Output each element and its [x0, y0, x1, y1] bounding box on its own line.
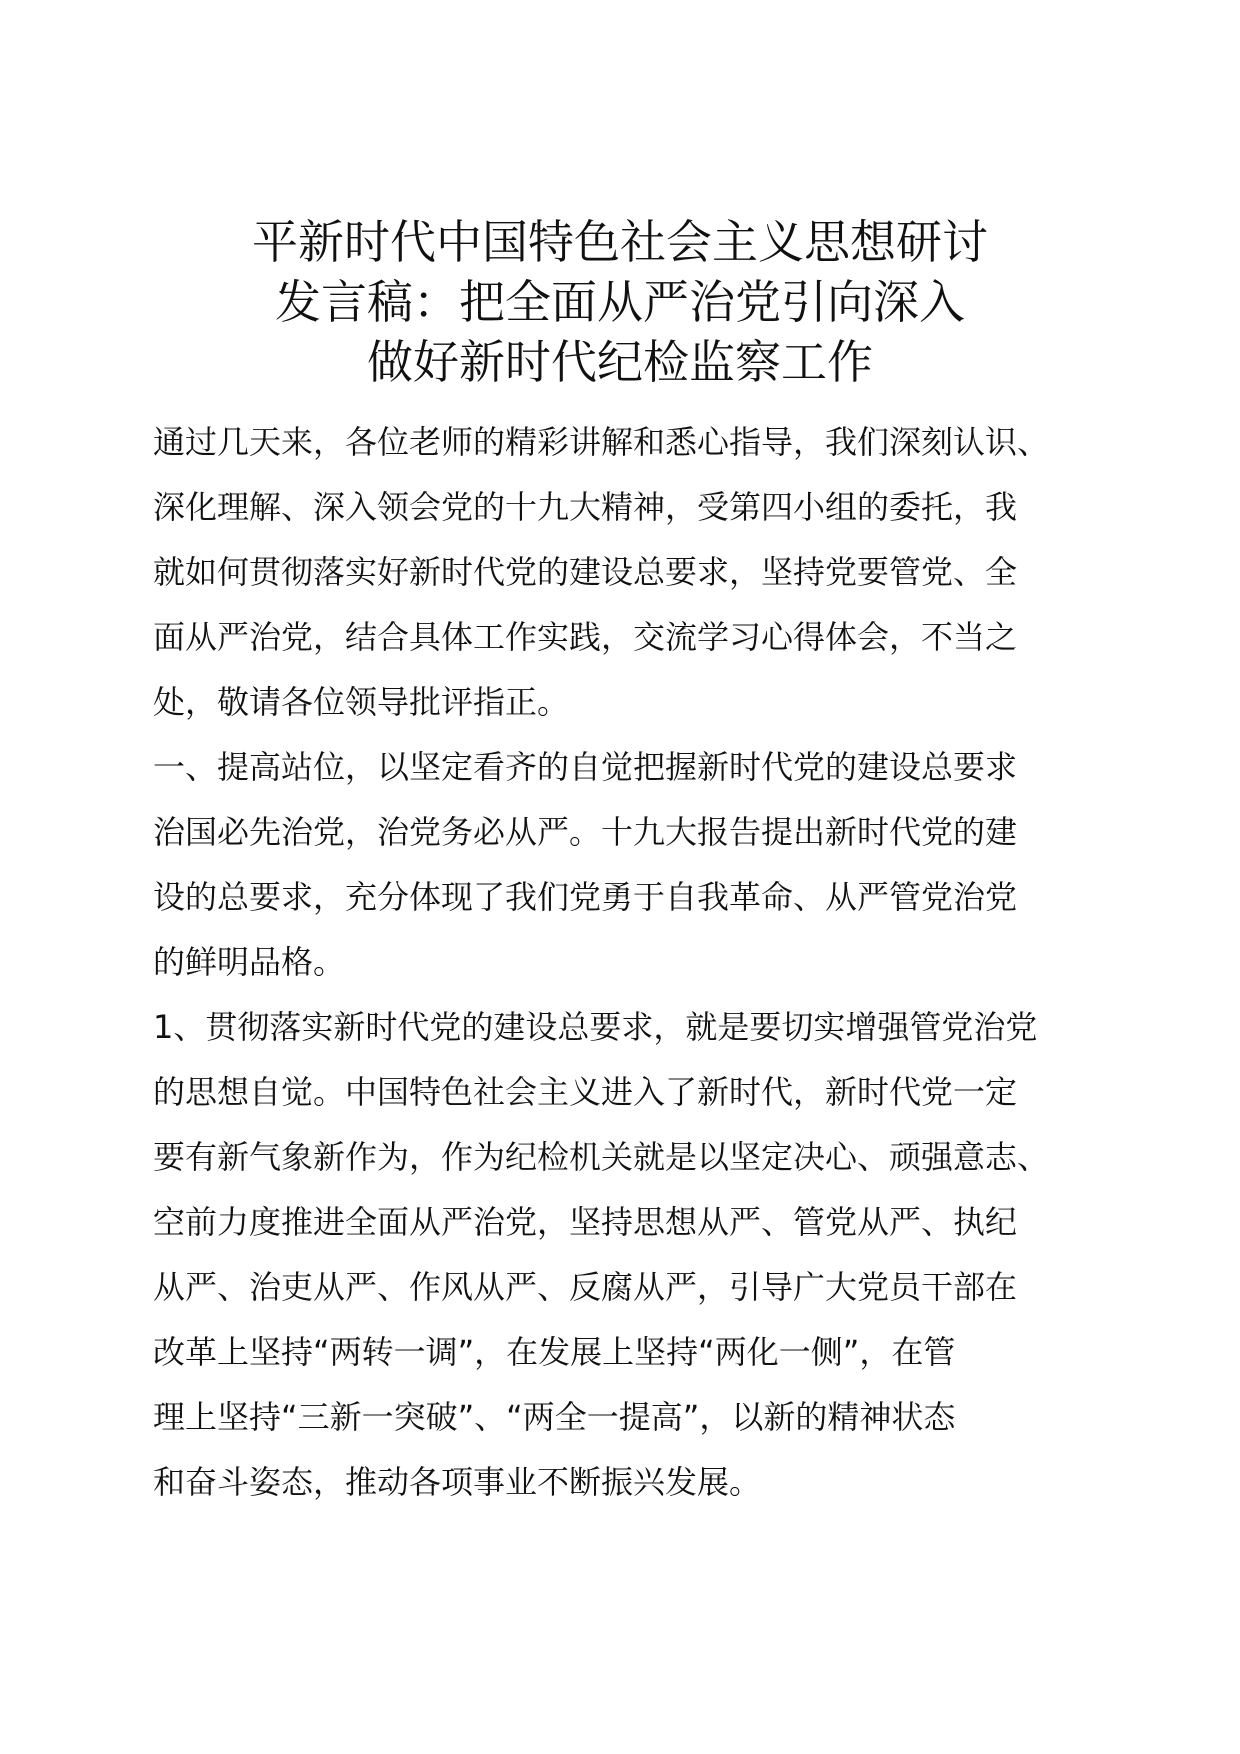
document-title — [150, 212, 1090, 392]
body-line: 和奋斗姿态，推动各项事业不断振兴发展。 — [153, 1463, 762, 1501]
body-line: 面从严治党，结合具体工作实践，交流学习心得体会，不当之 — [153, 618, 1018, 656]
body-line: 深化理解、深入领会党的十九大精神，受第四小组的委托，我 — [153, 488, 1018, 526]
body-line: 理上坚持“三新一突破”、“两全一提高”，以新的精神状态 — [153, 1398, 956, 1436]
section-heading: 一、提高站位，以坚定看齐的自觉把握新时代党的建设总要求 — [153, 748, 1018, 786]
body-line: 通过几天来，各位老师的精彩讲解和悉心指导，我们深刻认识、 — [153, 423, 1050, 461]
title-line: 做好新时代纪检监察工作 — [367, 335, 873, 389]
title-line: 平新时代中国特色社会主义思想研讨 — [252, 215, 988, 269]
body-line: 从严、治吏从严、作风从严、反腐从严，引导广大党员干部在 — [153, 1268, 1018, 1306]
body-line: 的鲜明品格。 — [153, 943, 346, 981]
body-line: 改革上坚持“两转一调”，在发展上坚持“两化一侧”，在管 — [153, 1333, 956, 1371]
body-line: 就如何贯彻落实好新时代党的建设总要求，坚持党要管党、全 — [153, 553, 1018, 591]
document-body — [153, 410, 1113, 1515]
body-line: 空前力度推进全面从严治党，坚持思想从严、管党从严、执纪 — [153, 1203, 1018, 1241]
subsection-line: 1、贯彻落实新时代党的建设总要求，就是要切实增强管党治党 — [153, 1008, 1038, 1046]
body-line: 设的总要求，充分体现了我们党勇于自我革命、从严管党治党 — [153, 878, 1018, 916]
body-line: 治国必先治党，治党务必从严。十九大报告提出新时代党的建 — [153, 813, 1018, 851]
body-line: 要有新气象新作为，作为纪检机关就是以坚定决心、顽强意志、 — [153, 1138, 1050, 1176]
title-line: 发言稿：把全面从严治党引向深入 — [275, 275, 965, 329]
body-line: 的思想自觉。中国特色社会主义进入了新时代，新时代党一定 — [153, 1073, 1018, 1111]
body-line: 处，敬请各位领导批评指正。 — [153, 683, 570, 721]
